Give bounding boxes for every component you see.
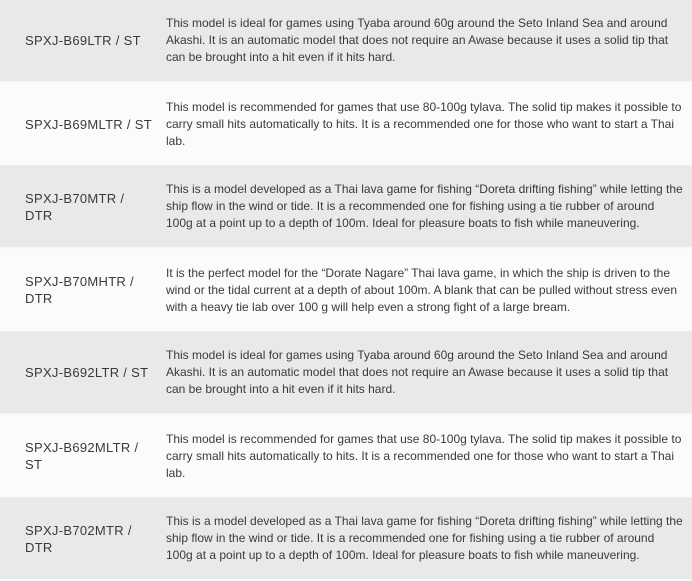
model-name-line2: DTR	[25, 539, 53, 555]
model-name: SPXJ-B69LTR / ST	[25, 33, 141, 48]
table-row	[0, 83, 692, 166]
table-row	[0, 415, 692, 498]
model-name-line2: DTR	[25, 291, 53, 306]
model-name-cell	[0, 0, 160, 81]
table-row	[0, 498, 692, 581]
table-row	[0, 332, 692, 415]
model-name-cell	[0, 498, 160, 579]
model-description: It is the perfect model for the “Dorate Nagare” Thai lava game, in which the ship is driven to the wind or the tidal current at a depth of about 100m. A blank that can be pulled without stress even with a heavy tie lab over 100 g will help even a strong fight of a large bream.	[166, 265, 677, 314]
table-row	[0, 0, 692, 83]
model-name: SPXJ-B69MLTR / ST	[25, 116, 152, 132]
model-name: SPXJ-B692LTR / ST	[25, 365, 149, 380]
model-name: SPXJ-B702MTR /	[25, 522, 132, 538]
model-name-cell	[0, 166, 160, 247]
model-name-cell	[0, 332, 160, 413]
model-description: This is a model developed as a Thai lava game for fishing “Doreta drifting fishing” while letting the ship flow in the wind or tide. It is a recommended one for fishing using a tie rubber of around 100g at a point up to a depth of 100m. Ideal for pleasure boats to fish while maneuvering.	[166, 182, 683, 230]
model-name-cell	[0, 415, 160, 497]
model-description: This model is ideal for games using Tyaba around 60g around the Seto Inland Sea and around Akashi. It is an automatic model that does not require an Awase because it uses a solid tip that can be brought into a hit even if it hits hard.	[166, 348, 669, 396]
model-description: This model is recommended for games that use 80-100g tylava. The solid tip makes it possible to carry small hits automatically to hits. It is a recommended one for those who want to start a Thai lab.	[166, 431, 682, 480]
model-description: This is a model developed as a Thai lava game for fishing “Doreta drifting fishing” while letting the ship flow in the wind or tide. It is a recommended one for fishing using a tie rubber of around 100g at a point up to a depth of 100m. Ideal for pleasure boats to fish while maneuvering.	[166, 514, 683, 562]
model-description: This model is recommended for games that use 80-100g tylava. The solid tip makes it possible to carry small hits automatically to hits. It is a recommended one for those who want to start a Thai lab.	[166, 99, 682, 148]
model-name-cell	[0, 249, 160, 331]
model-name: SPXJ-B70MTR / DTR	[25, 190, 125, 223]
model-name-cell	[0, 83, 160, 165]
model-description: This model is ideal for games using Tyaba around 60g around the Seto Inland Sea and around Akashi. It is an automatic model that does not require an Awase because it uses a solid tip that can be brought into a hit even if it hits hard.	[166, 16, 669, 64]
table-row	[0, 166, 692, 249]
table-row	[0, 249, 692, 332]
model-name: SPXJ-B70MHTR /	[25, 274, 134, 289]
model-name: SPXJ-B692MLTR / ST	[25, 440, 139, 472]
